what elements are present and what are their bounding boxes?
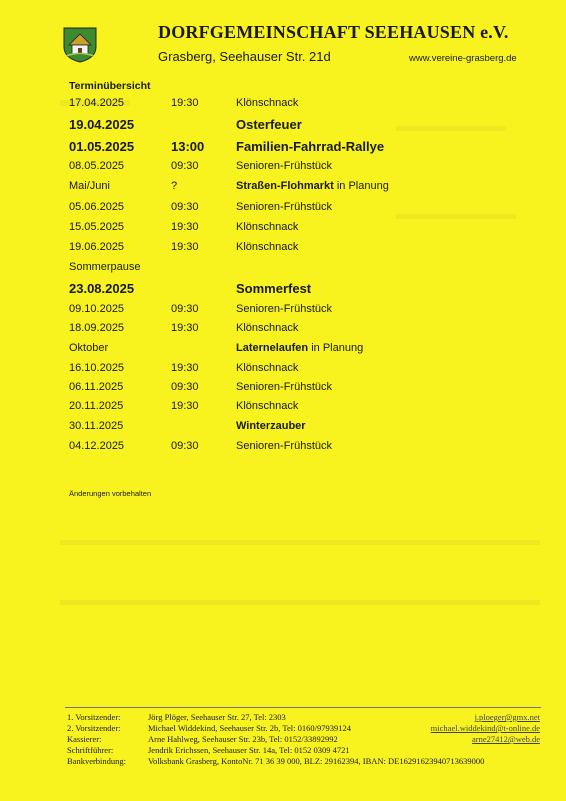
event-name: Klönschnack xyxy=(236,97,299,109)
event-row xyxy=(0,281,566,301)
event-title xyxy=(236,420,306,432)
event-title xyxy=(236,221,298,233)
event-date: 09.10.2025 xyxy=(69,303,125,315)
contact-email-link[interactable]: michael.widdekind@t-online.de xyxy=(430,723,540,733)
event-name: Klönschnack xyxy=(236,241,299,253)
event-title xyxy=(236,160,332,172)
event-date: 05.06.2025 xyxy=(69,201,125,213)
event-title xyxy=(236,381,332,393)
event-name: Klönschnack xyxy=(236,221,299,233)
event-row xyxy=(0,117,566,137)
event-row xyxy=(0,420,566,440)
event-row xyxy=(0,221,566,241)
website-link[interactable]: www.vereine-grasberg.de xyxy=(409,53,517,64)
event-name: Senioren-Frühstück xyxy=(236,303,332,315)
event-time: 09:30 xyxy=(171,160,199,172)
organization-address: Grasberg, Seehauser Str. 21d xyxy=(158,49,331,64)
event-time: 19:30 xyxy=(171,400,199,412)
event-date: 19.04.2025 xyxy=(69,117,135,132)
contact-role: Schriftführer: xyxy=(67,745,114,755)
event-name: Senioren-Frühstück xyxy=(236,160,332,172)
event-row xyxy=(0,342,566,362)
event-date: 19.06.2025 xyxy=(69,241,125,253)
event-time: 13:00 xyxy=(171,139,205,154)
event-row xyxy=(0,322,566,342)
show-through-mark xyxy=(60,600,540,605)
event-row xyxy=(0,261,566,281)
event-title xyxy=(236,303,332,315)
event-name: Familien-Fahrrad-Rallye xyxy=(236,139,385,154)
event-date: 04.12.2025 xyxy=(69,440,125,452)
event-date: Oktober xyxy=(69,342,109,354)
event-time: 09:30 xyxy=(171,381,199,393)
event-row xyxy=(0,160,566,180)
contact-details: Jendrik Erichssen, Seehauser Str. 14a, Tel: 0152 0309 4721 xyxy=(148,745,350,755)
event-status: in Planung xyxy=(308,342,364,354)
contact-details: Arne Hahlweg, Seehauser Str. 23b, Tel: 0152/33892992 xyxy=(148,734,338,744)
event-date: Mai/Juni xyxy=(69,180,110,192)
event-date: 08.05.2025 xyxy=(69,160,125,172)
event-name: Senioren-Frühstück xyxy=(236,201,332,213)
event-time: ? xyxy=(171,180,178,192)
event-time: 19:30 xyxy=(171,322,199,334)
contact-role: 1. Vorsitzender: xyxy=(67,712,121,722)
event-row xyxy=(0,381,566,401)
event-time: 19:30 xyxy=(171,97,199,109)
event-date: 06.11.2025 xyxy=(69,381,124,393)
contact-details: Volksbank Grasberg, KontoNr. 71 36 39 000, BLZ: 29162394, IBAN: DE16291623940713639000 xyxy=(148,756,485,766)
event-name: Senioren-Frühstück xyxy=(236,440,332,452)
event-title xyxy=(236,281,311,296)
event-name: Klönschnack xyxy=(236,362,299,374)
event-row xyxy=(0,362,566,382)
event-row xyxy=(0,201,566,221)
event-title xyxy=(236,97,298,109)
event-title xyxy=(236,180,389,192)
event-title xyxy=(236,400,298,412)
village-crest-icon xyxy=(63,27,97,63)
event-time: 19:30 xyxy=(171,221,199,233)
event-time: 09:30 xyxy=(171,303,199,315)
contact-details: Jörg Plöger, Seehauser Str. 27, Tel: 2303 xyxy=(148,712,286,722)
contact-role: Kassierer: xyxy=(67,734,102,744)
event-name: Klönschnack xyxy=(236,400,299,412)
schedule-heading: Terminübersicht xyxy=(69,80,151,92)
event-date: 17.04.2025 xyxy=(69,97,125,109)
event-time: 09:30 xyxy=(171,440,199,452)
event-name: Senioren-Frühstück xyxy=(236,381,332,393)
event-time: 09:30 xyxy=(171,201,199,213)
event-date: Sommerpause xyxy=(69,261,141,273)
event-title xyxy=(236,201,332,213)
event-row xyxy=(0,139,566,159)
event-row xyxy=(0,97,566,117)
event-row xyxy=(0,180,566,200)
event-name: Laternelaufen xyxy=(236,342,309,354)
event-time: 19:30 xyxy=(171,241,199,253)
event-name: Winterzauber xyxy=(236,420,306,432)
event-name: Osterfeuer xyxy=(236,117,302,132)
event-row xyxy=(0,400,566,420)
event-title xyxy=(236,342,363,354)
event-row xyxy=(0,440,566,460)
event-title xyxy=(236,362,298,374)
organization-title: DORFGEMEINSCHAFT SEEHAUSEN e.V. xyxy=(158,22,509,42)
event-date: 20.11.2025 xyxy=(69,400,124,412)
event-title xyxy=(236,241,298,253)
event-row xyxy=(0,241,566,261)
event-date: 01.05.2025 xyxy=(69,139,135,154)
event-date: 23.08.2025 xyxy=(69,281,135,296)
footer-divider xyxy=(65,707,541,708)
event-title xyxy=(236,322,298,334)
changes-reserved-note: Änderungen vorbehalten xyxy=(69,489,152,498)
event-title xyxy=(236,117,302,132)
event-title xyxy=(236,440,332,452)
contact-role: Bankverbindung: xyxy=(67,756,127,766)
event-name: Klönschnack xyxy=(236,322,299,334)
event-date: 30.11.2025 xyxy=(69,420,124,432)
contact-email-link[interactable]: j.ploeger@gmx.net xyxy=(474,712,540,722)
contact-role: 2. Vorsitzender: xyxy=(67,723,121,733)
event-status: in Planung xyxy=(333,180,389,192)
show-through-mark xyxy=(60,540,540,545)
event-date: 15.05.2025 xyxy=(69,221,125,233)
event-row xyxy=(0,303,566,323)
event-name: Sommerfest xyxy=(236,281,312,296)
event-time: 19:30 xyxy=(171,362,199,374)
contact-details: Michael Widdekind, Seehauser Str. 2b, Tel: 0160/97939124 xyxy=(148,723,351,733)
event-date: 18.09.2025 xyxy=(69,322,125,334)
contact-email-link[interactable]: arne27412@web.de xyxy=(471,734,540,744)
event-date: 16.10.2025 xyxy=(69,362,125,374)
event-title xyxy=(236,139,384,154)
contact-row xyxy=(0,756,566,768)
event-name: Straßen-Flohmarkt xyxy=(236,180,334,192)
